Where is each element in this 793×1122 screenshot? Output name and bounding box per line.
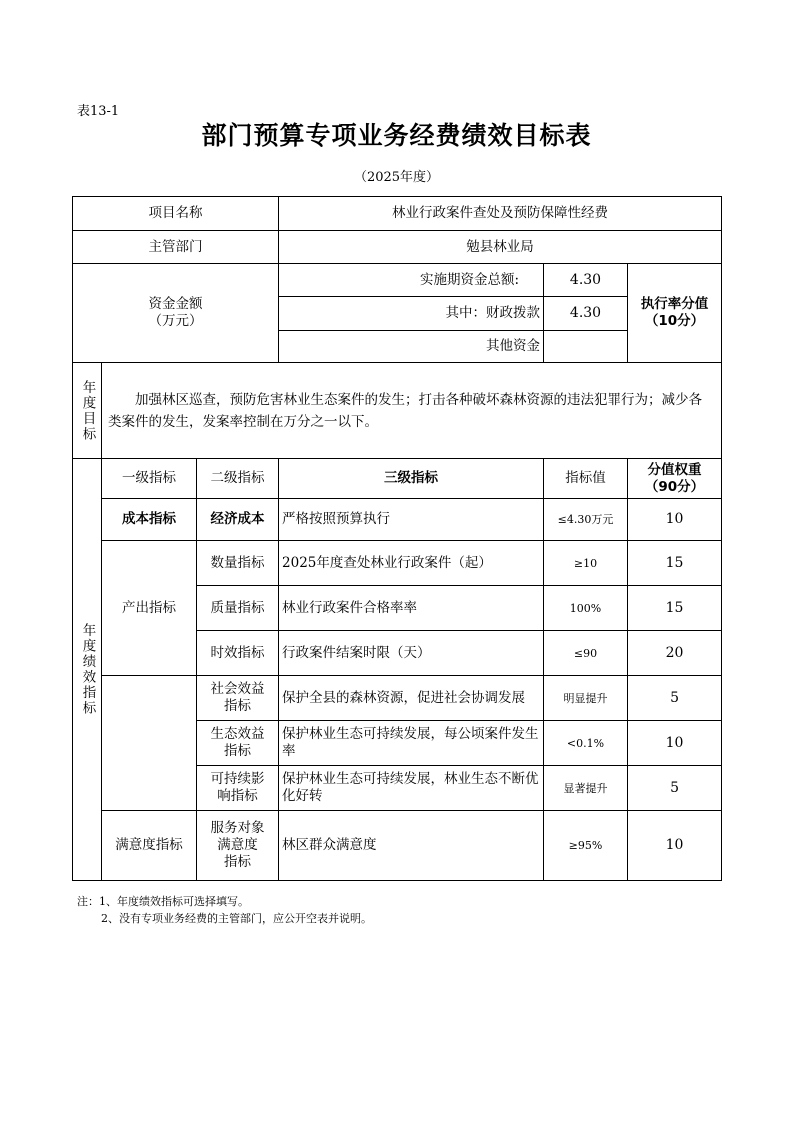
weight-cell: 10	[628, 499, 722, 541]
weight-cell: 10	[628, 811, 722, 881]
header-weight: 分值权重 （90分）	[628, 459, 722, 499]
value-cell: ≥10	[544, 541, 628, 586]
table-row	[73, 811, 722, 881]
level2-cell: 社会效益 指标	[197, 676, 279, 721]
footnote-1: 注：1、年度绩效指标可选择填写。	[77, 895, 249, 908]
level2-cell: 数量指标	[197, 541, 279, 586]
value-cell: <0.1%	[544, 721, 628, 766]
level3-cell: 保护全县的森林资源，促进社会协调发展	[279, 676, 544, 721]
level2-cell: 生态效益 指标	[197, 721, 279, 766]
level3-cell: 保护林业生态可持续发展，每公顷案件发生率	[279, 721, 544, 766]
table-number: 表13-1	[77, 104, 120, 119]
department-label: 主管部门	[73, 231, 279, 264]
annual-goal-label: 年度目标	[79, 379, 96, 442]
weight-cell: 20	[628, 631, 722, 676]
level3-cell: 林业行政案件合格率率	[279, 586, 544, 631]
level2-cell: 可持续影 响指标	[197, 766, 279, 811]
level2-cell: 经济成本	[197, 499, 279, 541]
footnote-2: 2、没有专项业务经费的主管部门，应公开空表并说明。	[101, 912, 372, 925]
fiscal-year: （2025年度）	[353, 170, 440, 185]
header-level2: 二级指标	[197, 459, 279, 499]
level2-cell: 时效指标	[197, 631, 279, 676]
level3-cell: 保护林业生态可持续发展，林业生态不断优化好转	[279, 766, 544, 811]
table-row	[73, 541, 722, 586]
annual-indicators-label: 年度绩效指标	[79, 623, 96, 716]
total-funds-label: 实施期资金总额:	[279, 264, 544, 297]
fiscal-funds-label: 其中：财政拨款	[279, 297, 544, 331]
level1-cell: 满意度指标	[102, 811, 197, 881]
level3-cell: 林区群众满意度	[279, 811, 544, 881]
department-value: 勉县林业局	[279, 231, 722, 264]
value-cell: ≤4.30万元	[544, 499, 628, 541]
header-level3: 三级指标	[279, 459, 544, 499]
value-cell: 100%	[544, 586, 628, 631]
level1-cell: 产出指标	[102, 541, 197, 676]
table-row	[73, 499, 722, 541]
project-name-value: 林业行政案件查处及预防保障性经费	[279, 197, 722, 231]
weight-cell: 5	[628, 676, 722, 721]
level2-cell: 质量指标	[197, 586, 279, 631]
annual-goal-text: 加强林区巡查，预防危害林业生态案件的发生；打击各种破坏森林资源的违法犯罪行为；减少各类案件的发生，发案率控制在万分之一以下。	[102, 363, 722, 459]
header-value: 指标值	[544, 459, 628, 499]
level3-cell: 2025年度查处林业行政案件（起）	[279, 541, 544, 586]
value-cell: 显著提升	[544, 766, 628, 811]
header-level1: 一级指标	[102, 459, 197, 499]
level1-cell: 成本指标	[102, 499, 197, 541]
other-funds-label: 其他资金	[279, 331, 544, 363]
level3-cell: 行政案件结案时限（天）	[279, 631, 544, 676]
weight-cell: 10	[628, 721, 722, 766]
level3-cell: 严格按照预算执行	[279, 499, 544, 541]
funds-label: 资金金额 （万元）	[73, 264, 279, 363]
project-name-label: 项目名称	[73, 197, 279, 231]
page-title: 部门预算专项业务经费绩效目标表	[201, 121, 592, 150]
level1-cell	[102, 676, 197, 811]
weight-cell: 5	[628, 766, 722, 811]
fiscal-funds-value: 4.30	[544, 297, 628, 331]
performance-target-table	[72, 196, 722, 881]
weight-cell: 15	[628, 541, 722, 586]
total-funds-value: 4.30	[544, 264, 628, 297]
footnotes	[77, 893, 372, 927]
execution-rate-score: 执行率分值 （10分）	[628, 264, 722, 363]
value-cell: ≤90	[544, 631, 628, 676]
weight-cell: 15	[628, 586, 722, 631]
value-cell: 明显提升	[544, 676, 628, 721]
level2-cell: 服务对象 满意度 指标	[197, 811, 279, 881]
other-funds-value	[544, 331, 628, 363]
value-cell: ≥95%	[544, 811, 628, 881]
table-row	[73, 676, 722, 721]
